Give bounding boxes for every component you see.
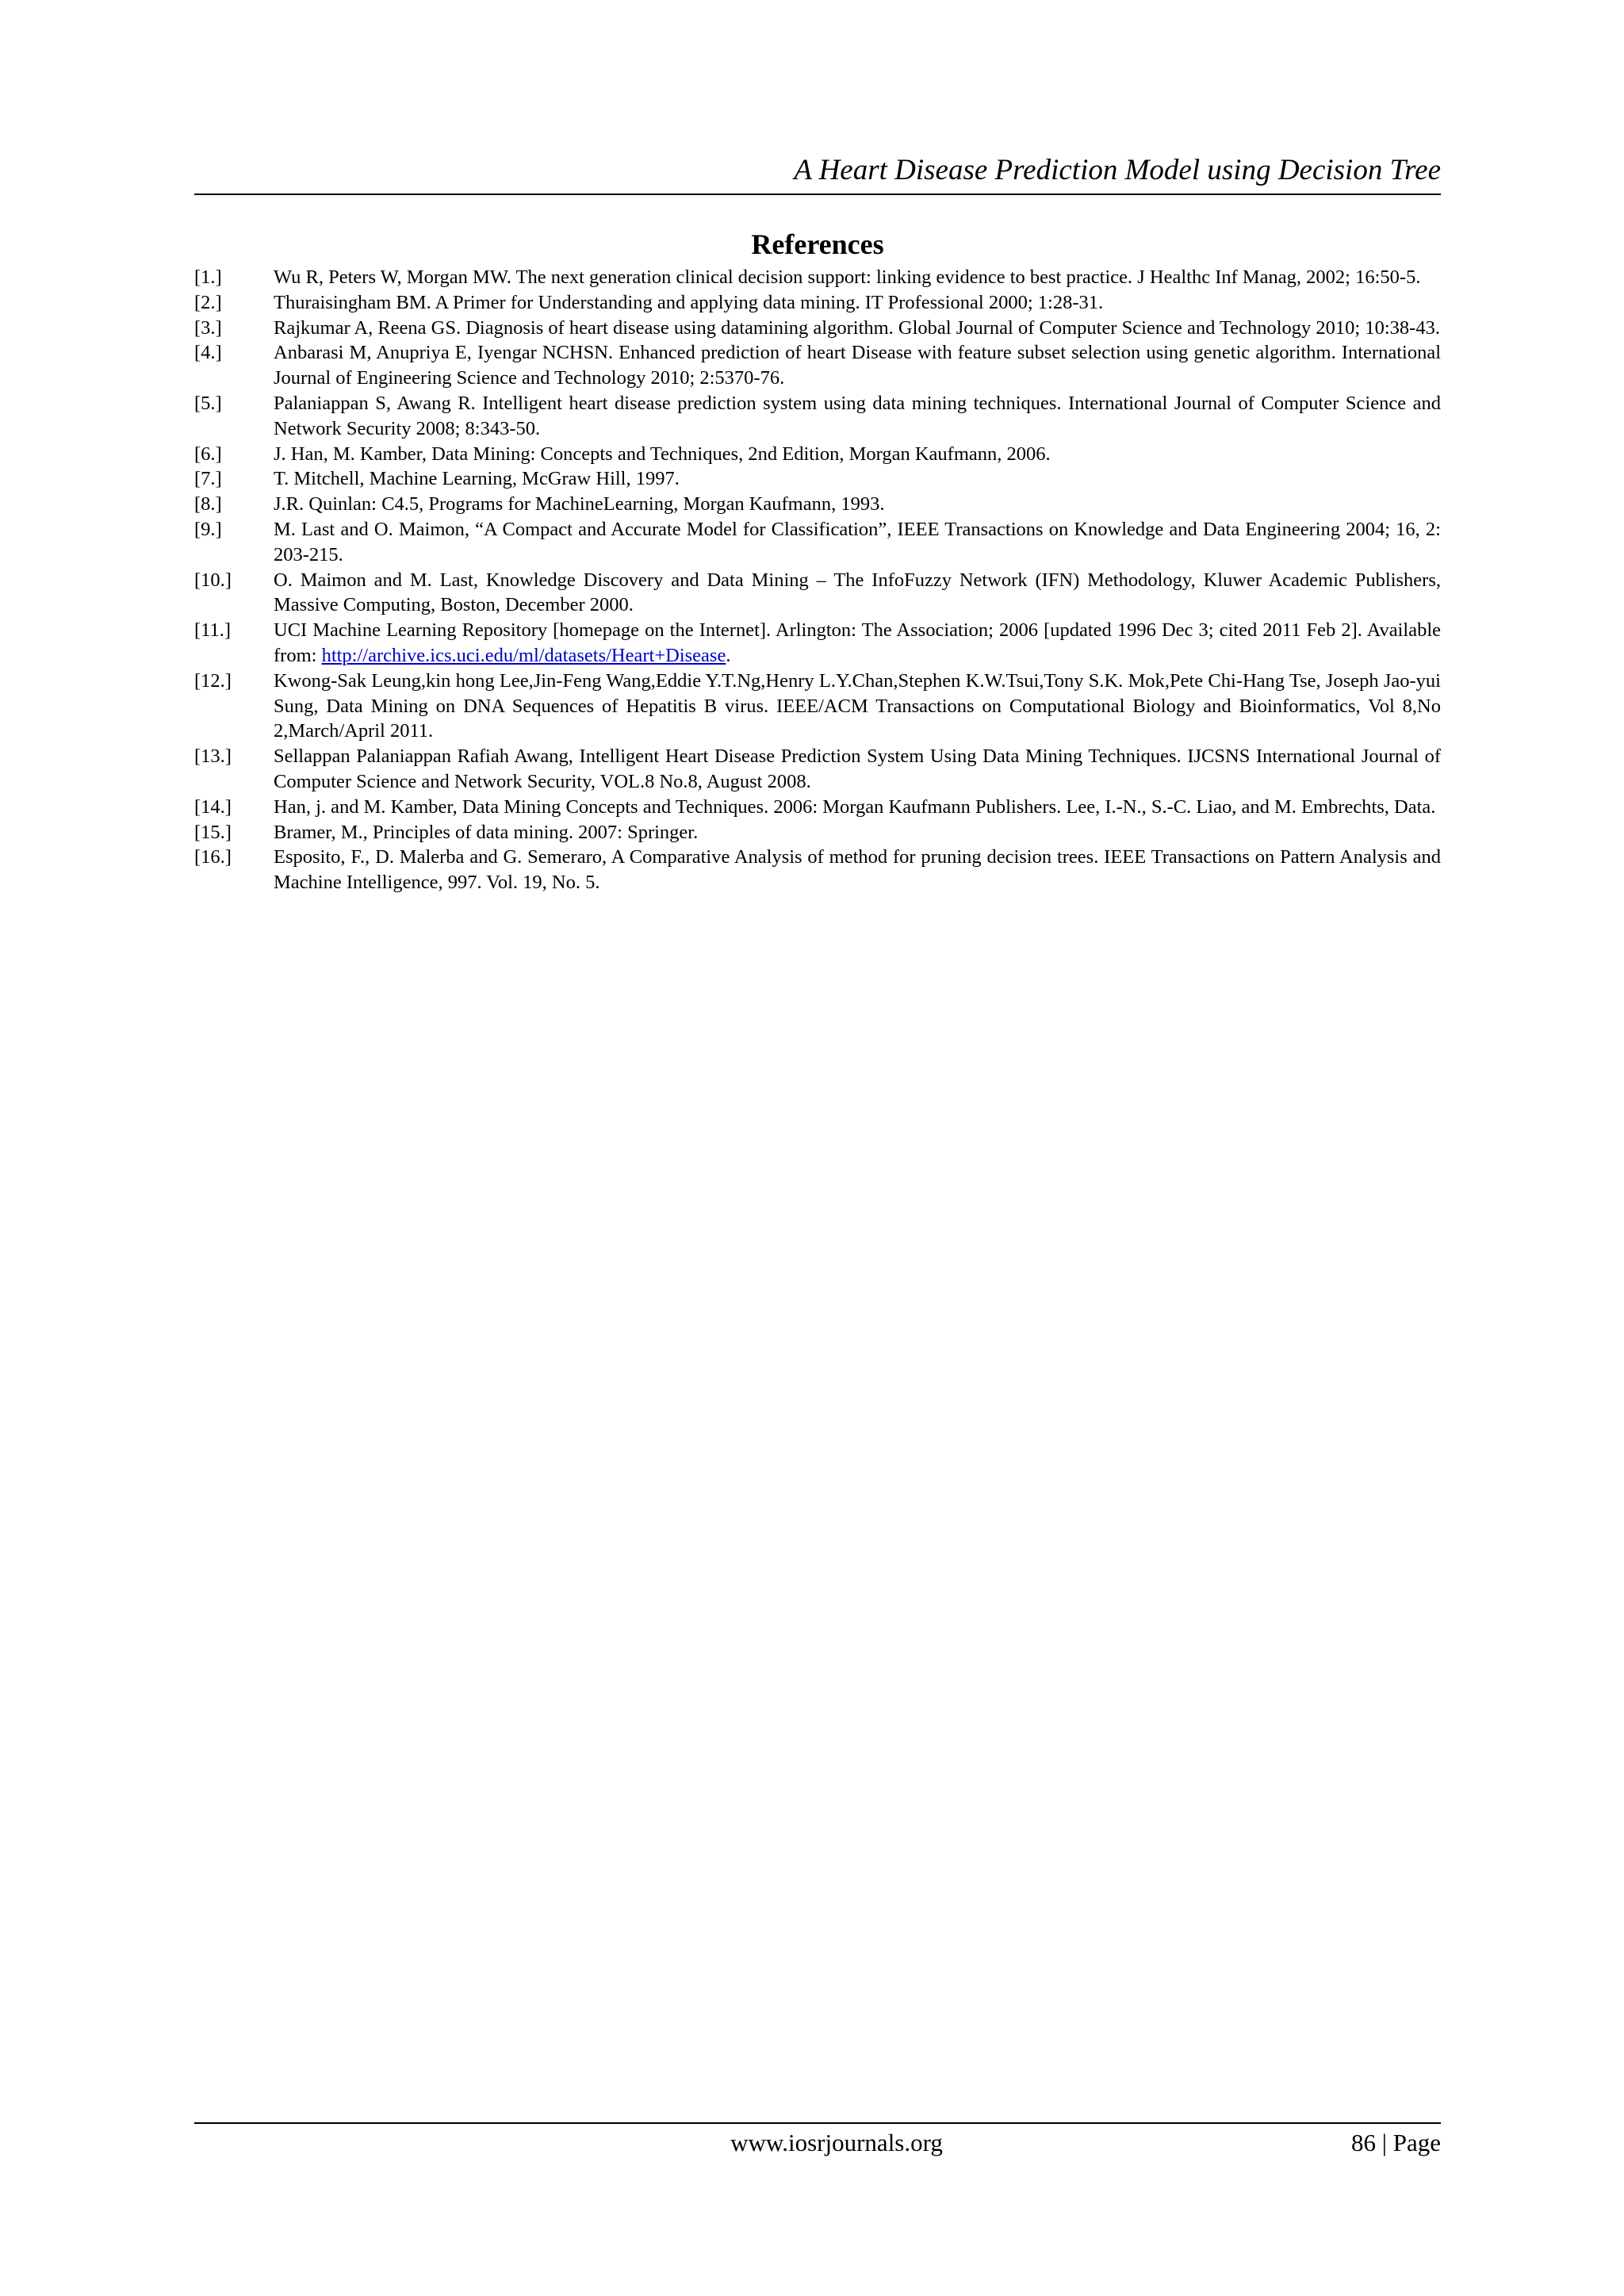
reference-number: [6.] bbox=[194, 443, 222, 465]
reference-item bbox=[194, 744, 1441, 795]
footer-website: www.iosrjournals.org bbox=[730, 2129, 943, 2156]
reference-text: J.R. Quinlan: C4.5, Programs for MachineLearning, Morgan Kaufmann, 1993. bbox=[274, 493, 885, 516]
reference-text: Bramer, M., Principles of data mining. 2007: Springer. bbox=[274, 821, 699, 843]
reference-item bbox=[194, 820, 1441, 845]
dataset-link[interactable]: http://archive.ics.uci.edu/ml/datasets/Heart+Disease bbox=[321, 644, 726, 666]
reference-text-with-link bbox=[274, 618, 1441, 669]
footer-page-number: 86 | Page bbox=[1351, 2129, 1441, 2156]
reference-number: [9.] bbox=[194, 518, 222, 540]
reference-number: [14.] bbox=[194, 795, 232, 818]
reference-item bbox=[194, 265, 1441, 290]
reference-text: Wu R, Peters W, Morgan MW. The next generation clinical decision support: linking evidence to best practice. J Healthc Inf Manag, 2002; 16:50-5. bbox=[274, 266, 1421, 288]
reference-number: [10.] bbox=[194, 569, 232, 591]
reference-number: [5.] bbox=[194, 392, 222, 414]
reference-number: [7.] bbox=[194, 468, 222, 490]
reference-item bbox=[194, 442, 1441, 467]
reference-text: Rajkumar A, Reena GS. Diagnosis of heart disease using datamining algorithm. Global Journal of Computer Science and Technology 2010; 10:38-43. bbox=[274, 316, 1440, 339]
reference-list bbox=[194, 265, 1441, 895]
reference-text: T. Mitchell, Machine Learning, McGraw Hill, 1997. bbox=[274, 468, 680, 490]
reference-number: [2.] bbox=[194, 291, 222, 313]
reference-number: [12.] bbox=[194, 669, 232, 692]
reference-item bbox=[194, 618, 1441, 669]
reference-text: Anbarasi M, Anupriya E, Iyengar NCHSN. Enhanced prediction of heart Disease with feature subset selection using genetic algorithm. International Journal of Engineering Science and Technology 2010; 2:5370-76. bbox=[274, 342, 1441, 389]
reference-item bbox=[194, 517, 1441, 568]
reference-text: Thuraisingham BM. A Primer for Understanding and applying data mining. IT Professional 2000; 1:28-31. bbox=[274, 291, 1104, 313]
reference-number: [8.] bbox=[194, 493, 222, 516]
reference-text: Kwong-Sak Leung,kin hong Lee,Jin-Feng Wang,Eddie Y.T.Ng,Henry L.Y.Chan,Stephen K.W.Tsui,Tony S.K. Mok,Pete Chi-Hang Tse, Joseph Jao-yui Sung, Data Mining on DNA Sequences of Hepatitis B virus. IEEE/ACM Transactions on Computational Biology and Bioinformatics, Vol 8,No 2,March/April 2011. bbox=[274, 669, 1441, 742]
reference-text: UCI Machine Learning Repository [homepage on the Internet]. Arlington: The Association; 2006 [updated 1996 Dec 3; cited 2011 Feb 2]. Available from: bbox=[274, 619, 1441, 666]
reference-item bbox=[194, 391, 1441, 442]
reference-number: [16.] bbox=[194, 846, 232, 868]
reference-item bbox=[194, 316, 1441, 341]
running-header-title: A Heart Disease Prediction Model using Decision Tree bbox=[794, 154, 1441, 186]
reference-text: J. Han, M. Kamber, Data Mining: Concepts and Techniques, 2nd Edition, Morgan Kaufmann, 2006. bbox=[274, 443, 1051, 465]
reference-text: Esposito, F., D. Malerba and G. Semeraro, A Comparative Analysis of method for pruning decision trees. IEEE Transactions on Pattern Analysis and Machine Intelligence, 997. Vol. 19, No. 5. bbox=[274, 846, 1441, 894]
reference-number: [4.] bbox=[194, 342, 222, 364]
references-heading: References bbox=[751, 228, 884, 260]
reference-item bbox=[194, 669, 1441, 744]
reference-item bbox=[194, 466, 1441, 492]
reference-number: [13.] bbox=[194, 746, 232, 768]
reference-text: Han, j. and M. Kamber, Data Mining Concepts and Techniques. 2006: Morgan Kaufmann Publishers. Lee, I.-N., S.-C. Liao, and M. Embrechts, Data. bbox=[274, 795, 1436, 818]
reference-number: [1.] bbox=[194, 266, 222, 288]
reference-item bbox=[194, 568, 1441, 619]
reference-item bbox=[194, 845, 1441, 895]
reference-item bbox=[194, 492, 1441, 517]
reference-number: [3.] bbox=[194, 316, 222, 339]
reference-number: [15.] bbox=[194, 821, 232, 843]
reference-text-suffix: . bbox=[726, 644, 731, 666]
reference-item bbox=[194, 795, 1441, 820]
header-divider bbox=[194, 194, 1441, 195]
reference-number: [11.] bbox=[194, 619, 232, 642]
reference-text: Sellappan Palaniappan Rafiah Awang, Intelligent Heart Disease Prediction System Using Data Mining Techniques. IJCSNS International Journal of Computer Science and Network Security, VOL.8 No.8, August 2008. bbox=[274, 746, 1441, 792]
reference-text: M. Last and O. Maimon, “A Compact and Accurate Model for Classification”, IEEE Transactions on Knowledge and Data Engineering 2004; 16, 2: 203-215. bbox=[274, 518, 1441, 565]
reference-item bbox=[194, 290, 1441, 316]
reference-text: Palaniappan S, Awang R. Intelligent heart disease prediction system using data mining techniques. International Journal of Computer Science and Network Security 2008; 8:343-50. bbox=[274, 392, 1441, 439]
reference-item bbox=[194, 340, 1441, 391]
footer-divider bbox=[194, 2122, 1441, 2124]
reference-text: O. Maimon and M. Last, Knowledge Discovery and Data Mining – The InfoFuzzy Network (IFN) Methodology, Kluwer Academic Publishers, Massive Computing, Boston, December 2000. bbox=[274, 569, 1441, 616]
